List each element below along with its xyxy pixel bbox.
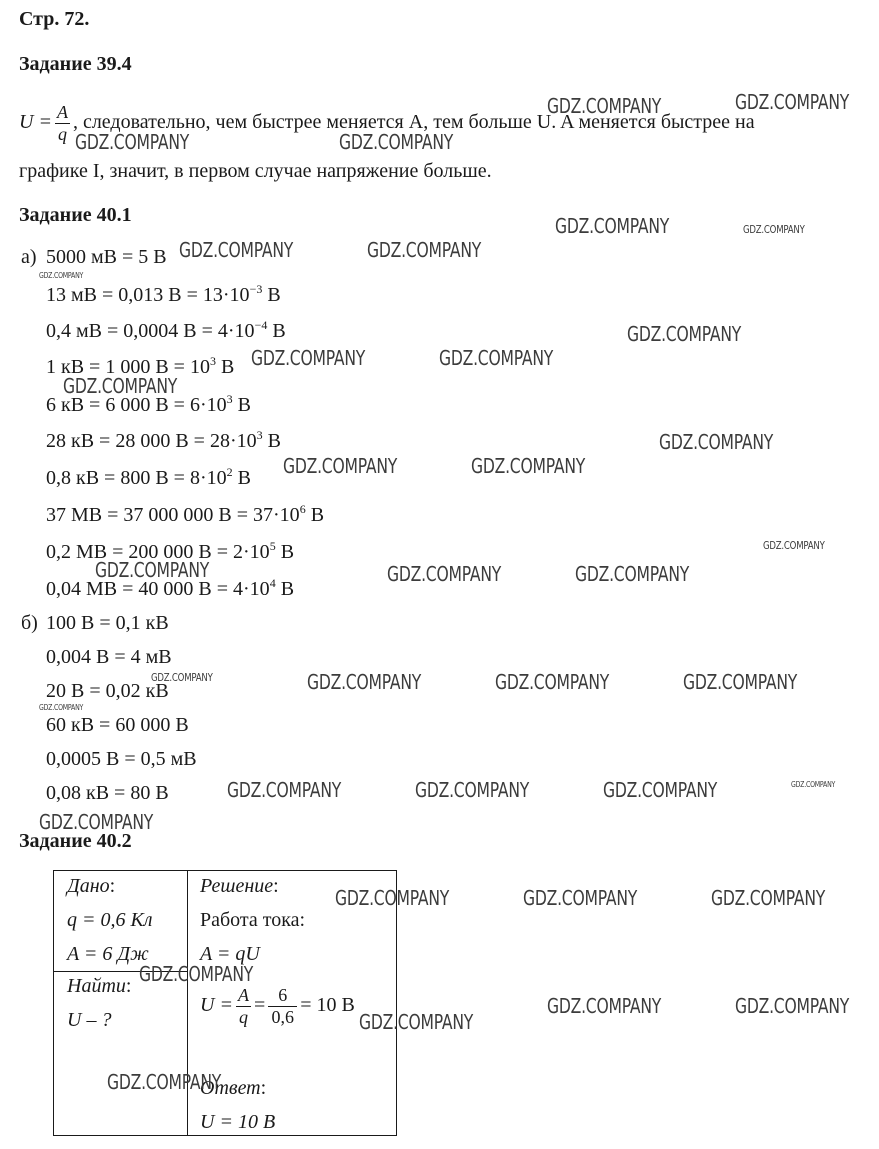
conversion-line [46,467,251,490]
unit: В [262,284,281,306]
answer-value: U = 10 В [200,1111,276,1133]
watermark-text: GDZ.COMPANY [471,454,586,478]
table-divider-vertical [187,871,188,1135]
watermark-text: GDZ.COMPANY [547,994,662,1018]
unit: В [232,467,251,489]
conversion-expression: 37 МВ = 37 000 000 В = 37·10 [46,504,300,526]
part-b-label: б) [21,612,38,634]
exponent: 3 [209,354,216,368]
conversion-line [46,748,197,771]
find-voltage: U – ? [67,1009,112,1031]
watermark-text: GDZ.COMPANY [627,322,742,346]
watermark-text: GDZ.COMPANY [139,962,254,986]
fraction-numerator: A [56,102,68,123]
conversion-expression: 60 кВ = 60 000 В [46,714,189,736]
work-label: Работа тока: [200,909,306,931]
fraction-numerator: 6 [268,985,297,1007]
watermark-text: GDZ.COMPANY [151,671,213,684]
unit: В [262,430,281,452]
task-39-4-line-2: графике I, значит, в первом случае напряжение больше. [19,160,492,182]
conversion-expression: 0,04 МВ = 40 000 В = 4·10 [46,578,270,600]
fraction-denominator: 0,6 [271,1006,294,1027]
task-40-1-heading: Задание 40.1 [19,204,132,226]
watermark-text: GDZ.COMPANY [283,454,398,478]
conversion-expression: 0,0005 В = 0,5 мВ [46,748,197,770]
task-39-4-heading: Задание 39.4 [19,53,132,75]
unit: В [232,394,251,416]
exponent: 4 [269,576,276,590]
watermark-text: GDZ.COMPANY [603,778,718,802]
watermark-text: GDZ.COMPANY [179,238,294,262]
fraction-numerator: A [237,985,249,1006]
conversion-expression: 6 кВ = 6 000 В = 6·10 [46,394,227,416]
exponent: 6 [299,502,306,516]
conversion-line [46,430,281,453]
watermark-text: GDZ.COMPANY [683,670,798,694]
answer-title: Ответ: [200,1077,267,1099]
conversion-line [46,246,167,269]
watermark-text: GDZ.COMPANY [575,562,690,586]
conversion-expression: 13 мВ = 0,013 В = 13·10 [46,284,250,306]
exponent: 3 [226,392,233,406]
conversion-expression: 0,4 мВ = 0,0004 В = 4·10 [46,320,255,342]
conversion-line [46,646,172,669]
watermark-text: GDZ.COMPANY [39,810,154,834]
calc-lhs: U = [200,994,233,1016]
conversion-line [46,612,169,635]
watermark-text: GDZ.COMPANY [711,886,826,910]
watermark-text: GDZ.COMPANY [251,346,366,370]
watermark-text: GDZ.COMPANY [387,562,502,586]
watermark-text: GDZ.COMPANY [735,90,850,114]
exponent: 3 [256,428,263,442]
watermark-text: GDZ.COMPANY [415,778,530,802]
watermark-text: GDZ.COMPANY [547,94,662,118]
watermark-text: GDZ.COMPANY [743,223,805,236]
watermark-text: GDZ.COMPANY [659,430,774,454]
exponent: 5 [269,539,276,553]
watermark-text: GDZ.COMPANY [335,886,450,910]
task-40-2-heading: Задание 40.2 [19,830,132,852]
explanation-text: , следовательно, чем быстрее меняется A, тем больше U. A меняется быстрее на [72,111,755,133]
watermark-text: GDZ.COMPANY [735,994,850,1018]
unit: В [267,320,286,342]
exponent: −4 [254,318,268,332]
given-charge: q = 0,6 Кл [67,909,153,931]
watermark-text: GDZ.COMPANY [227,778,342,802]
page-label: Стр. 72. [19,8,90,30]
watermark-text: GDZ.COMPANY [555,214,670,238]
watermark-text: GDZ.COMPANY [523,886,638,910]
part-a-label: а) [21,246,37,268]
fraction-a-over-q [55,102,70,144]
watermark-text: GDZ.COMPANY [791,780,836,789]
watermark-text: GDZ.COMPANY [95,558,210,582]
conversion-line [46,782,169,805]
watermark-text: GDZ.COMPANY [307,670,422,694]
watermark-text: GDZ.COMPANY [107,1070,222,1094]
watermark-text: GDZ.COMPANY [367,238,482,262]
unit: В [275,541,295,563]
watermark-text: GDZ.COMPANY [39,271,84,280]
watermark-text: GDZ.COMPANY [763,539,825,552]
conversion-line [46,284,281,307]
fraction-denominator: q [57,123,67,144]
conversion-line [46,320,286,343]
given-work: A = 6 Дж [67,943,149,965]
watermark-text: GDZ.COMPANY [359,1010,474,1034]
watermark-text: GDZ.COMPANY [439,346,554,370]
calc-equals: = [253,994,266,1016]
solution-title: Решение: [200,875,279,897]
conversion-expression: 5000 мВ = 5 В [46,246,167,268]
conversion-line [46,714,189,737]
fraction-a-over-q [236,985,251,1027]
unit: В [305,504,325,526]
watermark-text: GDZ.COMPANY [63,374,178,398]
conversion-expression: 20 В = 0,02 кВ [46,680,169,702]
watermark-text: GDZ.COMPANY [39,703,84,712]
watermark-text: GDZ.COMPANY [339,130,454,154]
conversion-expression: 0,08 кВ = 80 В [46,782,169,804]
unit: В [215,356,235,378]
find-title: Найти: [67,975,132,997]
conversion-expression: 0,2 МВ = 200 000 В = 2·10 [46,541,270,563]
watermark-text: GDZ.COMPANY [495,670,610,694]
work-formula: A = qU [200,943,260,965]
fraction-6-over-0-6 [268,985,297,1027]
given-title: Дано: [67,875,116,897]
formula-u-lhs: U = [19,111,52,133]
unit: В [275,578,295,600]
conversion-expression: 0,8 кВ = 800 В = 8·10 [46,467,227,489]
conversion-expression: 28 кВ = 28 000 В = 28·10 [46,430,257,452]
fraction-denominator: q [238,1006,248,1027]
exponent: 2 [226,465,233,479]
watermark-text: GDZ.COMPANY [75,130,190,154]
exponent: −3 [249,282,263,296]
calc-result: = 10 В [300,994,355,1016]
conversion-line [46,504,324,527]
conversion-expression: 100 В = 0,1 кВ [46,612,169,634]
conversion-expression: 0,004 В = 4 мВ [46,646,172,668]
conversion-expression: 1 кВ = 1 000 В = 10 [46,356,210,378]
